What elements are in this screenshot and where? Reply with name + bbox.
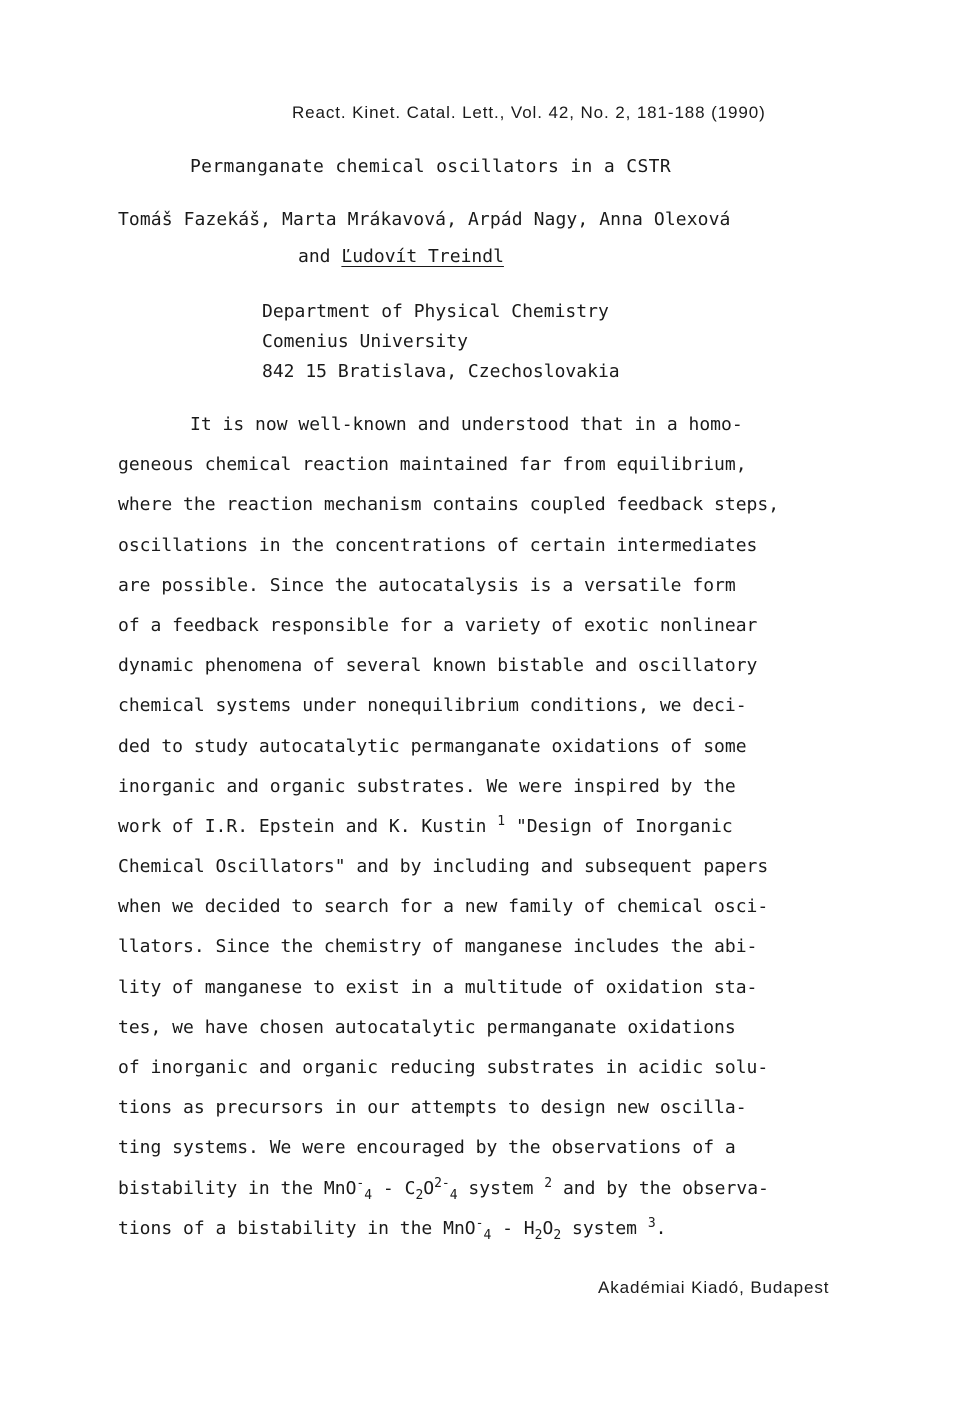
body-line: ting systems. We were encouraged by the observations of a xyxy=(118,1137,736,1159)
body-line: ded to study autocatalytic permanganate oxidations of some xyxy=(118,735,747,757)
body-line-formula xyxy=(118,1209,858,1249)
body-line: of a feedback responsible for a variety of exotic nonlinear xyxy=(118,614,758,636)
reference-marker: 3 xyxy=(647,1215,656,1231)
body-line: where the reaction mechanism contains coupled feedback steps, xyxy=(118,494,780,516)
formula-subscript: 4 xyxy=(364,1187,373,1203)
body-line: of inorganic and organic reducing substrates in acidic solu- xyxy=(118,1057,769,1078)
body-line: Chemical Oscillators" and by including and subsequent papers xyxy=(118,856,769,878)
body-text-span: - C xyxy=(372,1177,416,1199)
body-text-span: tions of a bistability in the MnO xyxy=(118,1217,476,1239)
body-text-span: system xyxy=(457,1177,545,1199)
corresponding-author: Ľudovít Treindl xyxy=(341,246,504,267)
formula-subscript: 4 xyxy=(483,1227,492,1243)
authors-line-2 xyxy=(298,246,504,267)
formula-subscript: 2 xyxy=(415,1187,424,1203)
reference-marker: 1 xyxy=(497,813,506,829)
formula-subscript: 2 xyxy=(553,1227,562,1243)
body-text-span: . xyxy=(655,1217,667,1239)
body-line: when we decided to search for a new family of chemical osci- xyxy=(118,896,769,918)
charge-superscript: 2- xyxy=(434,1175,450,1191)
formula-subscript: 2 xyxy=(534,1227,543,1243)
affiliation-department: Department of Physical Chemistry xyxy=(262,301,609,322)
charge-superscript: - xyxy=(475,1215,484,1231)
body-line: dynamic phenomena of several known bistable and oscillatory xyxy=(118,655,758,677)
body-paragraph xyxy=(118,405,858,1249)
body-line: tions as precursors in our attempts to design new oscilla- xyxy=(118,1097,747,1119)
body-line-formula xyxy=(118,1169,858,1209)
formula-subscript: 4 xyxy=(449,1187,458,1203)
body-line: lity of manganese to exist in a multitude of oxidation sta- xyxy=(118,976,758,998)
body-line: tes, we have chosen autocatalytic permanganate oxidations xyxy=(118,1016,736,1038)
body-text-span: - H xyxy=(491,1217,535,1239)
reference-marker: 2 xyxy=(544,1175,553,1191)
body-text-span: "Design of Inorganic xyxy=(505,815,733,837)
body-line: It is now well-known and understood that in a homo- xyxy=(190,414,743,435)
affiliation-block xyxy=(262,297,620,387)
body-line: are possible. Since the autocatalysis is a versatile form xyxy=(118,574,736,596)
body-line: llators. Since the chemistry of manganese includes the abi- xyxy=(118,936,758,958)
body-line: oscillations in the concentrations of certain intermediates xyxy=(118,534,758,556)
body-line: geneous chemical reaction maintained far from equilibrium, xyxy=(118,454,747,476)
article-title: Permanganate chemical oscillators in a CSTR xyxy=(190,156,672,177)
charge-superscript: - xyxy=(356,1175,365,1191)
affiliation-university: Comenius University xyxy=(262,331,468,352)
authors-line-2-prefix: and xyxy=(298,246,342,267)
publisher-footer: Akadémiai Kiadó, Budapest xyxy=(598,1278,830,1297)
body-text-span: O xyxy=(542,1217,554,1239)
body-line xyxy=(118,807,858,847)
affiliation-address: 842 15 Bratislava, Czechoslovakia xyxy=(262,361,620,382)
journal-citation: React. Kinet. Catal. Lett., Vol. 42, No. 2, 181-188 (1990) xyxy=(292,103,766,122)
body-text-span: and by the observa- xyxy=(552,1177,769,1199)
body-text-span: work of I.R. Epstein and K. Kustin xyxy=(118,815,498,837)
body-text-span: O xyxy=(423,1177,435,1199)
body-text-span: bistability in the MnO xyxy=(118,1177,357,1199)
body-line: inorganic and organic substrates. We were inspired by the xyxy=(118,775,736,797)
body-text-span: system xyxy=(561,1217,648,1239)
body-line: chemical systems under nonequilibrium conditions, we deci- xyxy=(118,695,747,717)
authors-line-1: Tomáš Fazekáš, Marta Mrákavová, Arpád Nagy, Anna Olexová xyxy=(118,209,731,230)
